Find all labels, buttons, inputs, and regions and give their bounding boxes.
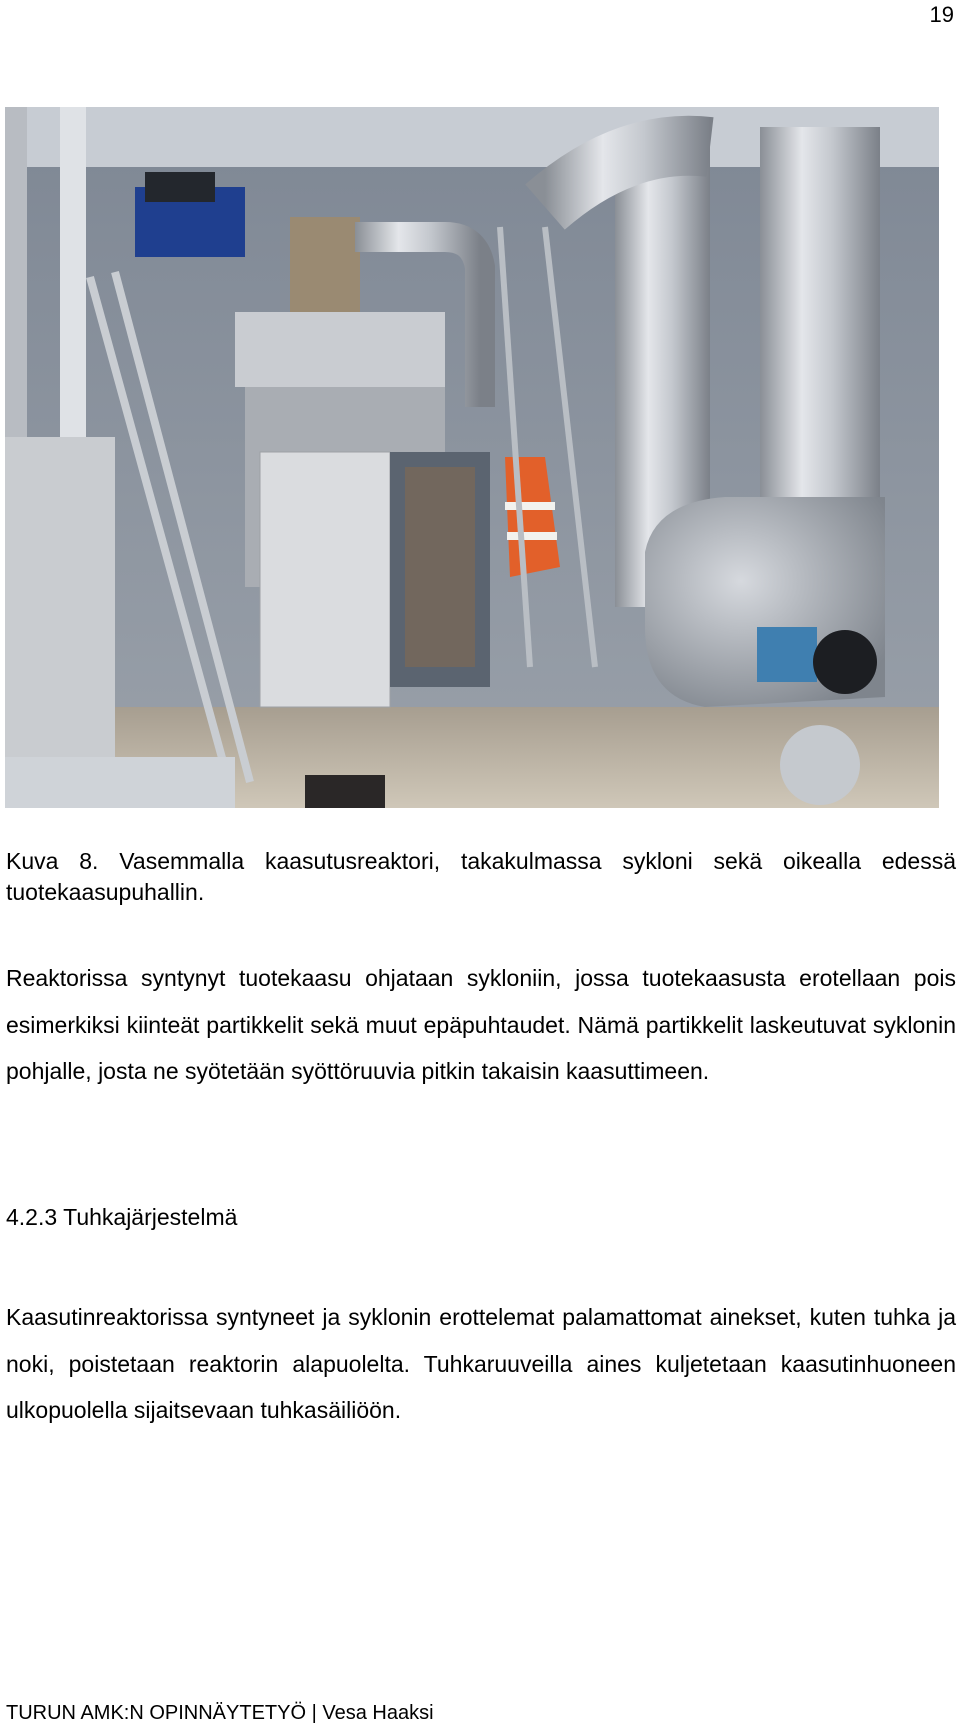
section-heading: 4.2.3 Tuhkajärjestelmä	[6, 1204, 238, 1230]
figure-caption: Kuva 8. Vasemmalla kaasutusreaktori, takakulmassa sykloni sekä oikealla edessä tuotekaasupuhallin.	[6, 848, 956, 905]
gasification-plant-photo	[5, 107, 939, 808]
page-footer: TURUN AMK:N OPINNÄYTETYÖ | Vesa Haaksi	[6, 1702, 434, 1724]
body-paragraph: Reaktorissa syntynyt tuotekaasu ohjataan sykloniin, jossa tuotekaasusta erotellaan pois esimerkiksi kiinteät partikkelit sekä muut epäpuhtaudet. Nämä partikkelit laskeutuvat syklonin pohjalle, josta ne syötetään syöttöruuvia pitkin takaisin kaasuttimeen.	[6, 965, 956, 1084]
page-number: 19	[929, 2, 954, 27]
body-paragraph: Kaasutinreaktorissa syntyneet ja syklonin erottelemat palamattomat ainekset, kuten tuhka ja noki, poistetaan reaktorin alapuolelta. Tuhkaruuveilla aines kuljetetaan kaasutinhuoneen ulkopuolella sijaitsevaan tuhkasäiliöön.	[6, 1304, 956, 1423]
